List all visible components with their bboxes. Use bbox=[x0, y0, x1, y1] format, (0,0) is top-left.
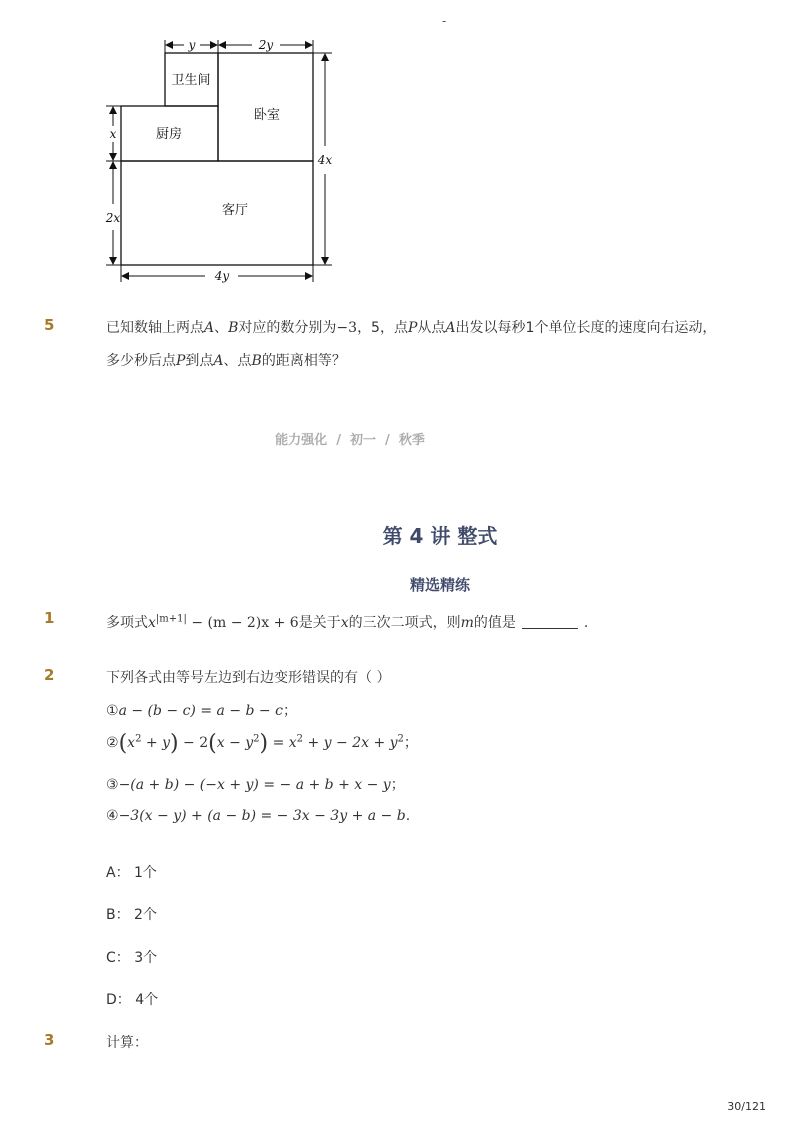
q2-item-1 bbox=[106, 700, 297, 720]
q1-text: 是关于 bbox=[298, 615, 341, 631]
q1-text: . bbox=[583, 615, 589, 631]
question-3-text: 计算： bbox=[106, 1035, 148, 1051]
floor-plan-diagram bbox=[100, 34, 350, 294]
question-number: 3 bbox=[44, 1031, 55, 1049]
q1-var: m bbox=[460, 615, 474, 631]
item-expression: + y − 2x + y bbox=[303, 735, 398, 751]
item-end: ； bbox=[403, 735, 418, 751]
question-1-text bbox=[106, 612, 588, 632]
question-number: 2 bbox=[44, 666, 55, 684]
q5-text: 出发以每秒1个单位长度的速度向右运动， bbox=[455, 320, 717, 336]
question-number: 1 bbox=[44, 609, 55, 627]
page-number: 30/121 bbox=[727, 1100, 766, 1113]
item-end: . bbox=[405, 808, 411, 824]
q5-point-b: B bbox=[251, 353, 262, 369]
item-expression: x − y bbox=[216, 735, 254, 751]
q5-text: 对应的数分别为 bbox=[238, 320, 337, 336]
item-expression: = x bbox=[268, 735, 297, 751]
q5-text: 已知数轴上两点 bbox=[106, 320, 204, 336]
bathroom-label: 卫生间 bbox=[171, 73, 211, 88]
q2-item-2: $②(x^2 + y) - 2(x - y^2) = x^2 + y - 2x + y^2$； bbox=[106, 731, 418, 756]
question-2-stem: 下列各式由等号左边到右边变形错误的有（ ） bbox=[106, 670, 391, 686]
item-expression: + y bbox=[141, 735, 170, 751]
q5-text: 从点 bbox=[417, 320, 446, 336]
footer-banner: 能力强化 / 初一 / 秋季 bbox=[275, 433, 425, 448]
q1-text: 多项式 bbox=[106, 615, 148, 631]
option-d[interactable]: D： 4个 bbox=[106, 992, 159, 1008]
item-expression: − 2 bbox=[178, 735, 209, 751]
q1-var: x bbox=[340, 615, 349, 631]
option-b[interactable]: B： 2个 bbox=[106, 907, 157, 923]
q5-value: −3 bbox=[336, 320, 358, 336]
item-expression: x bbox=[127, 735, 136, 751]
item-end: ； bbox=[282, 703, 297, 719]
q1-text: 的三次二项式，则 bbox=[348, 615, 461, 631]
q1-text: 的值是 bbox=[473, 615, 516, 631]
q2-item-4 bbox=[106, 808, 410, 824]
q5-point-b: B bbox=[228, 320, 239, 336]
item-marker: ③ bbox=[106, 777, 119, 793]
item-end: ； bbox=[390, 777, 405, 793]
bedroom-label: 卧室 bbox=[253, 108, 281, 123]
question-number: 5 bbox=[44, 316, 55, 334]
q5-point-a: A bbox=[445, 320, 456, 336]
q5-text: 多少秒后点 bbox=[106, 353, 176, 369]
room-outlines bbox=[121, 53, 313, 265]
q1-var: x bbox=[148, 615, 156, 631]
item-marker: ① bbox=[106, 703, 119, 719]
q1-expression: − (m − 2)x + 6 bbox=[186, 615, 299, 631]
living-room-rect bbox=[121, 161, 313, 265]
header-mark: - bbox=[442, 14, 447, 28]
item-exponent: 2 bbox=[135, 733, 142, 745]
question-5-line-2 bbox=[106, 350, 346, 370]
answer-blank[interactable] bbox=[522, 628, 578, 629]
lecture-title: 第 4 讲 整式 bbox=[382, 524, 498, 548]
item-expression: −3(x − y) + (a − b) = − 3x − 3y + a − b bbox=[118, 808, 406, 824]
q5-point-a: A bbox=[213, 353, 224, 369]
dim-label-left-big: 2x bbox=[105, 211, 121, 225]
q5-text: 、点 bbox=[223, 353, 252, 369]
q1-exponent: |m+1| bbox=[155, 613, 187, 625]
dim-label-left-small: x bbox=[109, 127, 117, 141]
section-title: 精选精练 bbox=[409, 576, 470, 594]
item-exponent: 2 bbox=[397, 733, 404, 745]
item-expression: a − (b − c) = a − b − c bbox=[118, 703, 283, 719]
bedroom-rect bbox=[218, 53, 313, 161]
dim-label-right: 4x bbox=[317, 153, 333, 167]
q5-text: ，5，点 bbox=[357, 320, 408, 336]
option-a[interactable]: A： 1个 bbox=[106, 865, 157, 881]
q2-item-3 bbox=[106, 774, 405, 794]
q5-text: 到点 bbox=[185, 353, 214, 369]
q5-text: 的距离相等？ bbox=[261, 353, 346, 369]
dim-label-top-left: y bbox=[188, 38, 196, 52]
q5-sep: 、 bbox=[214, 320, 229, 336]
item-marker: ④ bbox=[106, 808, 119, 824]
q5-point-p: P bbox=[176, 353, 186, 369]
option-c[interactable]: C： 3个 bbox=[106, 950, 158, 966]
q5-point-p: P bbox=[407, 320, 418, 336]
item-exponent: 2 bbox=[253, 733, 260, 745]
q5-point-a: A bbox=[204, 320, 215, 336]
question-5-line-1 bbox=[106, 317, 716, 337]
item-expression: −(a + b) − (−x + y) = − a + b + x − y bbox=[118, 777, 391, 793]
dim-label-bottom: 4y bbox=[214, 269, 230, 283]
dim-label-top-right: 2y bbox=[258, 38, 274, 52]
living-room-label: 客厅 bbox=[221, 203, 249, 218]
item-marker: ② bbox=[106, 735, 119, 751]
kitchen-label: 厨房 bbox=[155, 127, 183, 142]
item-exponent: 2 bbox=[296, 733, 304, 745]
